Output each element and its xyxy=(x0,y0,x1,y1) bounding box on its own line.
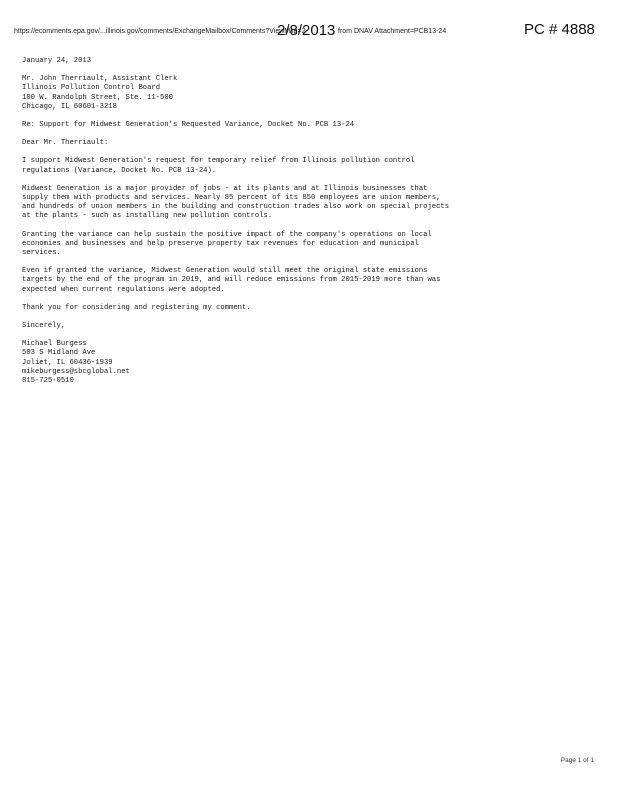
page-number: Page 1 of 1 xyxy=(560,757,594,764)
signer-email: mikeburgess@sbcglobal.net xyxy=(22,367,130,376)
paragraph-emissions xyxy=(22,267,582,295)
paragraph-economy xyxy=(22,231,582,259)
recipient-line: 100 W. Randolph Street, Ste. 11-500 xyxy=(22,93,173,102)
paragraph-line: Thank you for considering and registering my comment. xyxy=(22,303,251,312)
paragraph-thanks xyxy=(22,304,582,313)
paragraph-line: targets by the end of the program in 2019, and will reduce emissions from 2015-2019 more than was xyxy=(22,276,441,285)
paragraph-line: Midwest Generation is a major provider of jobs - at its plants and at Illinois businesses that xyxy=(22,184,428,193)
recipient-line: Chicago, IL 60601-3218 xyxy=(22,102,117,111)
paragraph-line: Even if granted the variance, Midwest Generation would still meet the original state emissions xyxy=(22,267,428,276)
salutation: Dear Mr. Therriault: xyxy=(22,139,109,148)
letter-body xyxy=(22,57,582,386)
header-query: from DNAV Attachment=PCB13-24 xyxy=(338,28,447,35)
paragraph-line: I support Midwest Generation's request for temporary relief from Illinois pollution control xyxy=(22,157,415,166)
closing: Sincerely, xyxy=(22,322,66,331)
paragraph-line: supply them with products and services. Nearly 85 percent of its 850 employees are union members, xyxy=(22,194,441,203)
paragraph-line: Granting the variance can help sustain the positive impact of the company's operations on local xyxy=(22,230,432,239)
subject-line: Re: Support for Midwest Generation's Requested Variance, Docket No. PCB 13-24 xyxy=(22,121,355,130)
header-url: https://ecomments.epa.gov/...illinois.gov/comments/ExchangeMailbox/Comments?ViewMsg=2 xyxy=(14,28,306,35)
paragraph-line: economies and businesses and help preserve property tax revenues for education and municipal xyxy=(22,239,419,248)
paragraph-jobs xyxy=(22,185,582,222)
paragraph-line: and hundreds of union members in the building and construction trades also work on special projects xyxy=(22,203,450,212)
signer-street: 503 S Midland Ave xyxy=(22,349,96,358)
header-date: 2/8/2013 xyxy=(277,22,336,39)
letter-date: January 24, 2013 xyxy=(22,57,92,65)
signature-block xyxy=(22,340,582,386)
paragraph-line: services. xyxy=(22,249,61,258)
paragraph-line: at the plants - such as installing new pollution controls. xyxy=(22,212,273,221)
recipient-address xyxy=(22,75,582,112)
paragraph-line: expected when current regulations were adopted. xyxy=(22,285,225,294)
signer-phone: 815-725-0510 xyxy=(22,377,74,386)
signer-name: Michael Burgess xyxy=(22,340,87,349)
paragraph-support xyxy=(22,157,582,175)
recipient-line: Illinois Pollution Control Board xyxy=(22,84,161,93)
recipient-line: Mr. John Therriault, Assistant Clerk xyxy=(22,75,178,84)
public-comment-number: PC # 4888 xyxy=(524,21,595,38)
paragraph-line: regulations (Variance, Docket No. PCB 13-24). xyxy=(22,166,217,175)
document-header xyxy=(0,0,618,40)
signer-city: Joliet, IL 60436-1939 xyxy=(22,358,113,367)
